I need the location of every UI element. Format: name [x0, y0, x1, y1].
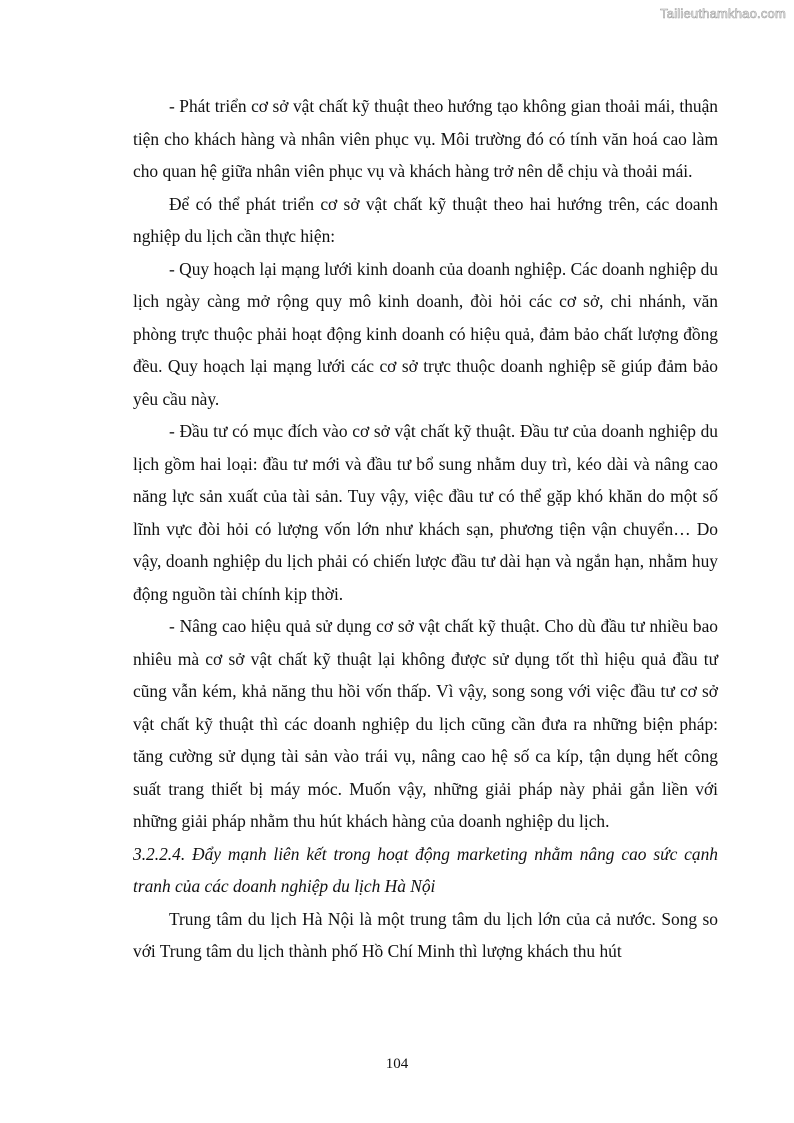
section-heading: 3.2.2.4. Đẩy mạnh liên kết trong hoạt động marketing nhằm nâng cao sức cạnh tranh của các doanh nghiệp du lịch Hà Nội	[133, 843, 718, 896]
paragraph-4: - Đầu tư có mục đích vào cơ sở vật chất kỹ thuật. Đầu tư của doanh nghiệp du lịch gồm hai loại: đầu tư mới và đầu tư bổ sung nhằm duy trì, kéo dài và nâng cao năng lực sản xuất của tài sản. Tuy vậy, việc đầu tư có thể gặp khó khăn do một số lĩnh vực đòi hỏi có lượng vốn lớn như khách sạn, phương tiện vận chuyển… Do vậy, doanh nghiệp du lịch phải có chiến lược đầu tư dài hạn và ngắn hạn, nhằm huy động nguồn tài chính kịp thời.	[133, 421, 718, 604]
paragraph-3: - Quy hoạch lại mạng lưới kinh doanh của doanh nghiệp. Các doanh nghiệp du lịch ngày càng mở rộng quy mô kinh doanh, đòi hỏi các cơ sở, chi nhánh, văn phòng trực thuộc phải hoạt động kinh doanh có hiệu quả, đảm bảo chất lượng đồng đều. Quy hoạch lại mạng lưới các cơ sở trực thuộc doanh nghiệp sẽ giúp đảm bảo yêu cầu này.	[133, 258, 718, 409]
paragraph-2: Để có thể phát triển cơ sở vật chất kỹ thuật theo hai hướng trên, các doanh nghiệp du lịch cần thực hiện:	[133, 193, 718, 246]
paragraph-6: Trung tâm du lịch Hà Nội là một trung tâm du lịch lớn của cả nước. Song so với Trung tâm du lịch thành phố Hồ Chí Minh thì lượng khách thu hút	[133, 908, 718, 961]
watermark-text: Tailieuthamkhao.com	[660, 6, 786, 21]
paragraph-1: - Phát triển cơ sở vật chất kỹ thuật theo hướng tạo không gian thoải mái, thuận tiện cho khách hàng và nhân viên phục vụ. Môi trường đó có tính văn hoá cao làm cho quan hệ giữa nhân viên phục vụ và khách hàng trở nên dễ chịu và thoải mái.	[133, 96, 718, 181]
document-body	[133, 90, 718, 968]
page-number: 104	[385, 1056, 409, 1072]
paragraph-5: - Nâng cao hiệu quả sử dụng cơ sở vật chất kỹ thuật. Cho dù đầu tư nhiều bao nhiêu mà cơ sở vật chất kỹ thuật lại không được sử dụng tốt thì hiệu quả đầu tư cũng vẫn kém, khả năng thu hồi vốn thấp. Vì vậy, song song với việc đầu tư cơ sở vật chất kỹ thuật thì các doanh nghiệp du lịch cũng cần đưa ra những biện pháp: tăng cường sử dụng tài sản vào trái vụ, nâng cao hệ số ca kíp, tận dụng hết công suất trang thiết bị máy móc. Muốn vậy, những giải pháp này phải gắn liền với những giải pháp nhằm thu hút khách hàng của doanh nghiệp du lịch.	[133, 616, 718, 831]
